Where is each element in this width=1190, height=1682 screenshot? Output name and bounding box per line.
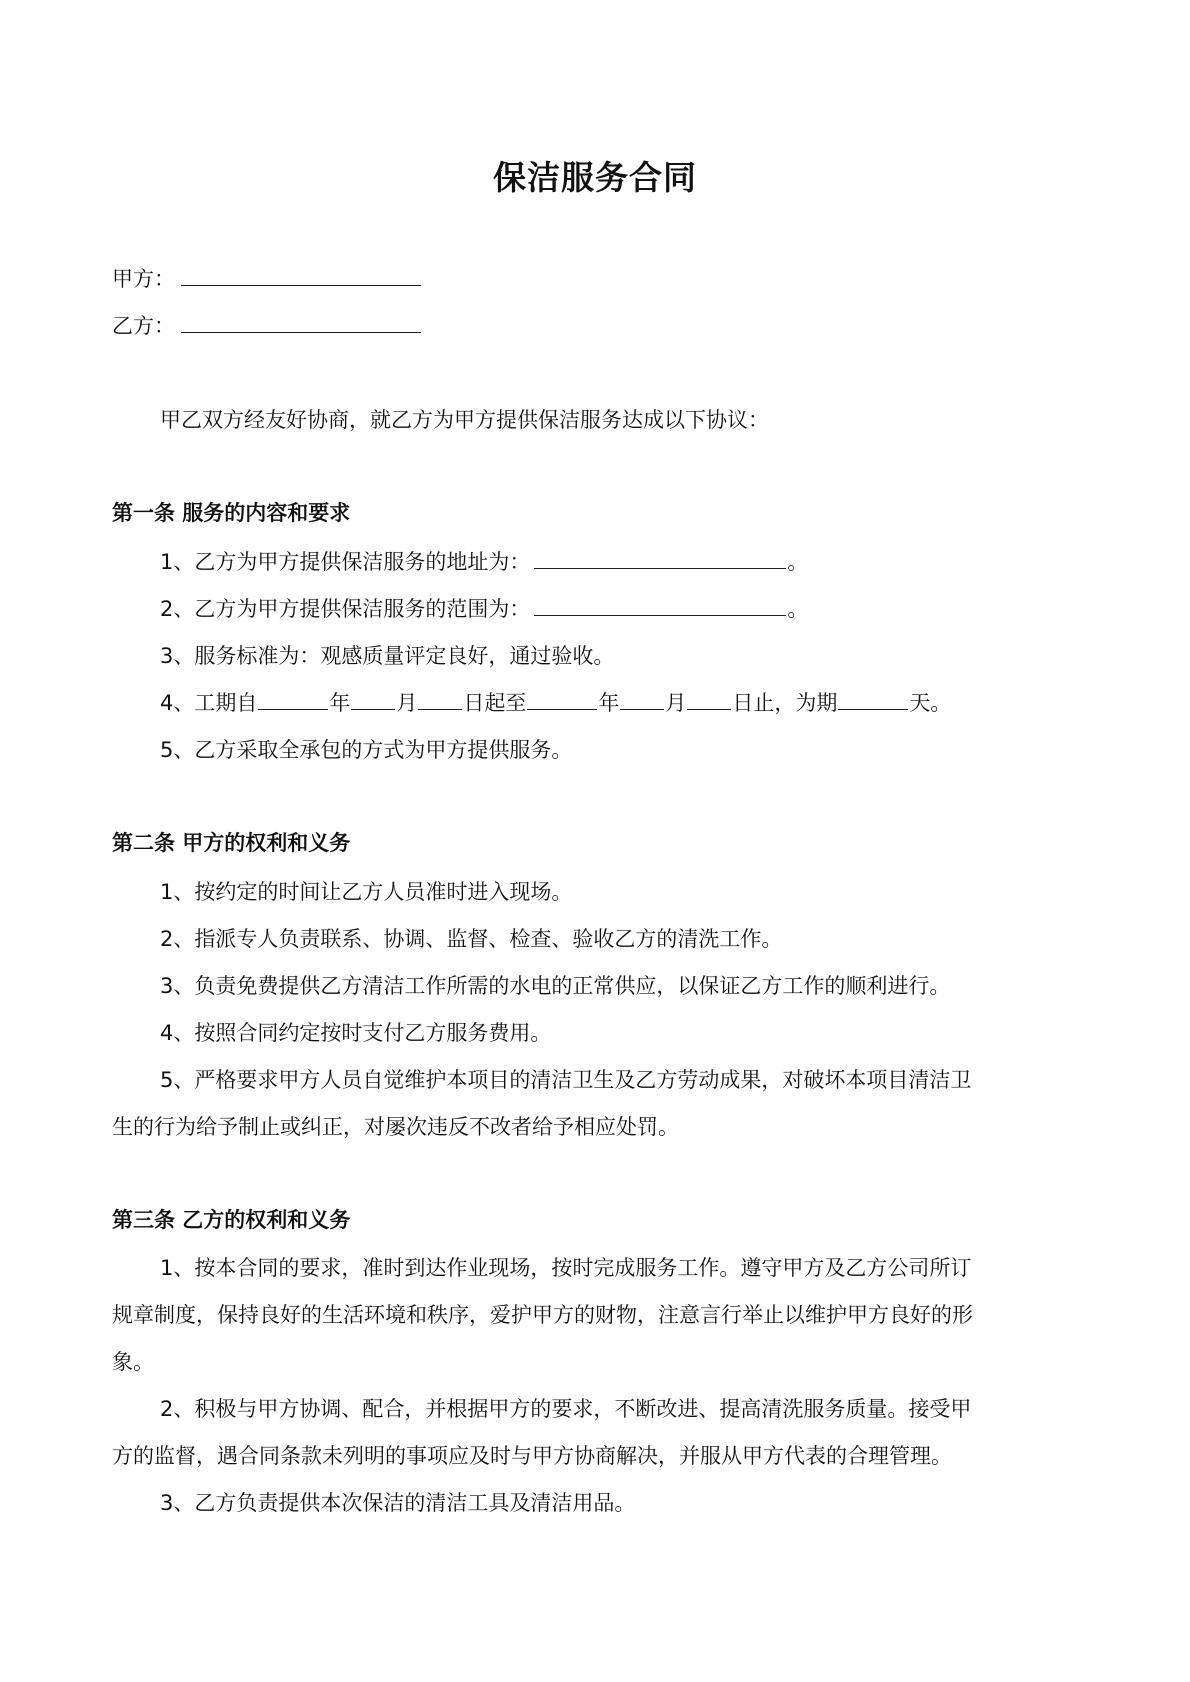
party-a-blank[interactable] (181, 265, 421, 286)
article2-item2: 2、指派专人负责联系、协调、监督、检查、验收乙方的清洗工作。 (160, 927, 783, 951)
party-b-line (112, 311, 422, 341)
service-scope-blank[interactable] (534, 595, 786, 616)
start-year-label: 年 (329, 691, 351, 715)
document-title: 保洁服务合同 (493, 158, 697, 197)
article1-item1 (160, 547, 808, 577)
article3-item3: 3、乙方负责提供本次保洁的清洁工具及清洁用品。 (160, 1491, 636, 1515)
article1-item2-text: 2、乙方为甲方提供保洁服务的范围为： (160, 597, 531, 621)
article1-heading: 第一条 服务的内容和要求 (112, 501, 351, 525)
article2-item5-line2: 生的行为给予制止或纠正，对屡次违反不改者给予相应处罚。 (112, 1115, 679, 1139)
article1-item2 (160, 594, 808, 624)
start-day-label: 日起至 (463, 691, 527, 715)
days-label: 天。 (909, 691, 952, 715)
article3-item1-line2: 规章制度，保持良好的生活环境和秩序，爱护甲方的财物，注意言行举止以维护甲方良好的形 (112, 1303, 973, 1327)
article1-item1-text: 1、乙方为甲方提供保洁服务的地址为： (160, 550, 531, 574)
article2-item1: 1、按约定的时间让乙方人员准时进入现场。 (160, 880, 573, 904)
article1-item5: 5、乙方采取全承包的方式为甲方提供服务。 (160, 738, 573, 762)
end-year-blank[interactable] (527, 689, 597, 710)
article2-item3: 3、负责免费提供乙方清洁工作所需的水电的正常供应，以保证乙方工作的顺利进行。 (160, 974, 951, 998)
party-a-label: 甲方： (112, 267, 175, 291)
start-day-blank[interactable] (418, 689, 462, 710)
article1-item3: 3、服务标准为：观感质量评定良好，通过验收。 (160, 644, 615, 668)
article2-item5-line1: 5、严格要求甲方人员自觉维护本项目的清洁卫生及乙方劳动成果，对破坏本项目清洁卫 (160, 1068, 972, 1092)
start-year-blank[interactable] (258, 689, 328, 710)
end-month-label: 月 (665, 691, 687, 715)
end-day-blank[interactable] (687, 689, 731, 710)
start-month-blank[interactable] (351, 689, 395, 710)
article3-item2-line1: 2、积极与甲方协调、配合，并根据甲方的要求，不断改进、提高清洗服务质量。接受甲 (160, 1397, 972, 1421)
article3-item2-line2: 方的监督，遇合同条款未列明的事项应及时与甲方协商解决，并服从甲方代表的合理管理。 (112, 1444, 952, 1468)
duration-days-blank[interactable] (838, 689, 908, 710)
party-a-line (112, 264, 422, 294)
period-prefix: 4、工期自 (160, 691, 258, 715)
start-month-label: 月 (396, 691, 418, 715)
party-b-blank[interactable] (181, 312, 421, 333)
party-b-label: 乙方： (112, 314, 175, 338)
article2-item4: 4、按照合同约定按时支付乙方服务费用。 (160, 1021, 552, 1045)
end-year-label: 年 (598, 691, 620, 715)
article3-item1-line3: 象。 (112, 1350, 154, 1374)
article3-item1-line1: 1、按本合同的要求，准时到达作业现场，按时完成服务工作。遵守甲方及乙方公司所订 (160, 1256, 972, 1280)
article2-heading: 第二条 甲方的权利和义务 (112, 831, 351, 855)
end-day-label: 日止，为期 (732, 691, 838, 715)
end-month-blank[interactable] (620, 689, 664, 710)
article1-item1-end: 。 (787, 550, 809, 574)
article3-heading: 第三条 乙方的权利和义务 (112, 1208, 351, 1232)
intro-paragraph: 甲乙双方经友好协商，就乙方为甲方提供保洁服务达成以下协议： (160, 408, 769, 432)
article1-item4 (160, 688, 951, 718)
article1-item2-end: 。 (787, 597, 809, 621)
service-address-blank[interactable] (534, 548, 786, 569)
